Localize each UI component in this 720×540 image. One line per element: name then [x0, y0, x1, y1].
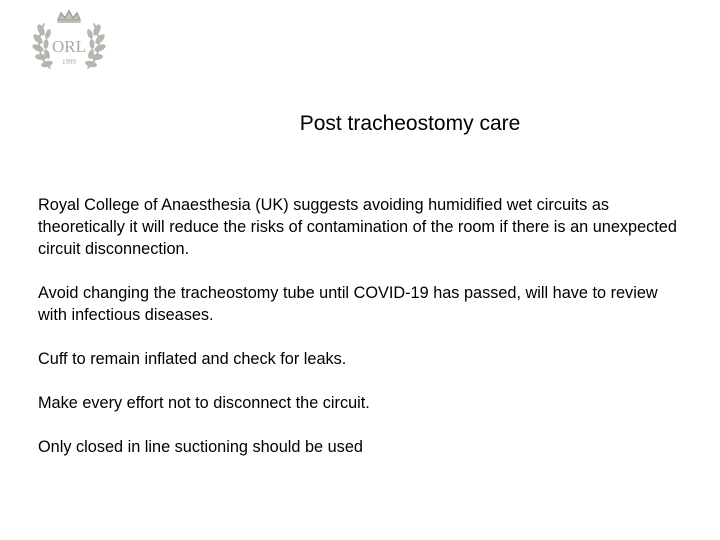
slide-body — [38, 194, 678, 480]
body-paragraph-cuff: Cuff to remain inflated and check for leaks. — [38, 350, 347, 368]
body-paragraph-tube-change: Avoid changing the tracheostomy tube until COVID-19 has passed, will have to review with infectious diseases. — [38, 284, 658, 324]
orl-logo — [28, 8, 110, 74]
body-paragraph-suctioning: Only closed in line suctioning should be used — [38, 438, 363, 456]
body-paragraph-humidified-circuits: Royal College of Anaesthesia (UK) suggests avoiding humidified wet circuits as theoretically it will reduce the risks of contamination of the room if there is an unexpected circuit disconnection. — [38, 196, 677, 258]
svg-text:ORL: ORL — [52, 37, 86, 56]
svg-text:1999: 1999 — [62, 58, 76, 66]
laurel-crown-logo-icon — [28, 8, 110, 74]
slide-title: Post tracheostomy care — [299, 112, 521, 135]
body-paragraph-circuit: Make every effort not to disconnect the circuit. — [38, 394, 370, 412]
